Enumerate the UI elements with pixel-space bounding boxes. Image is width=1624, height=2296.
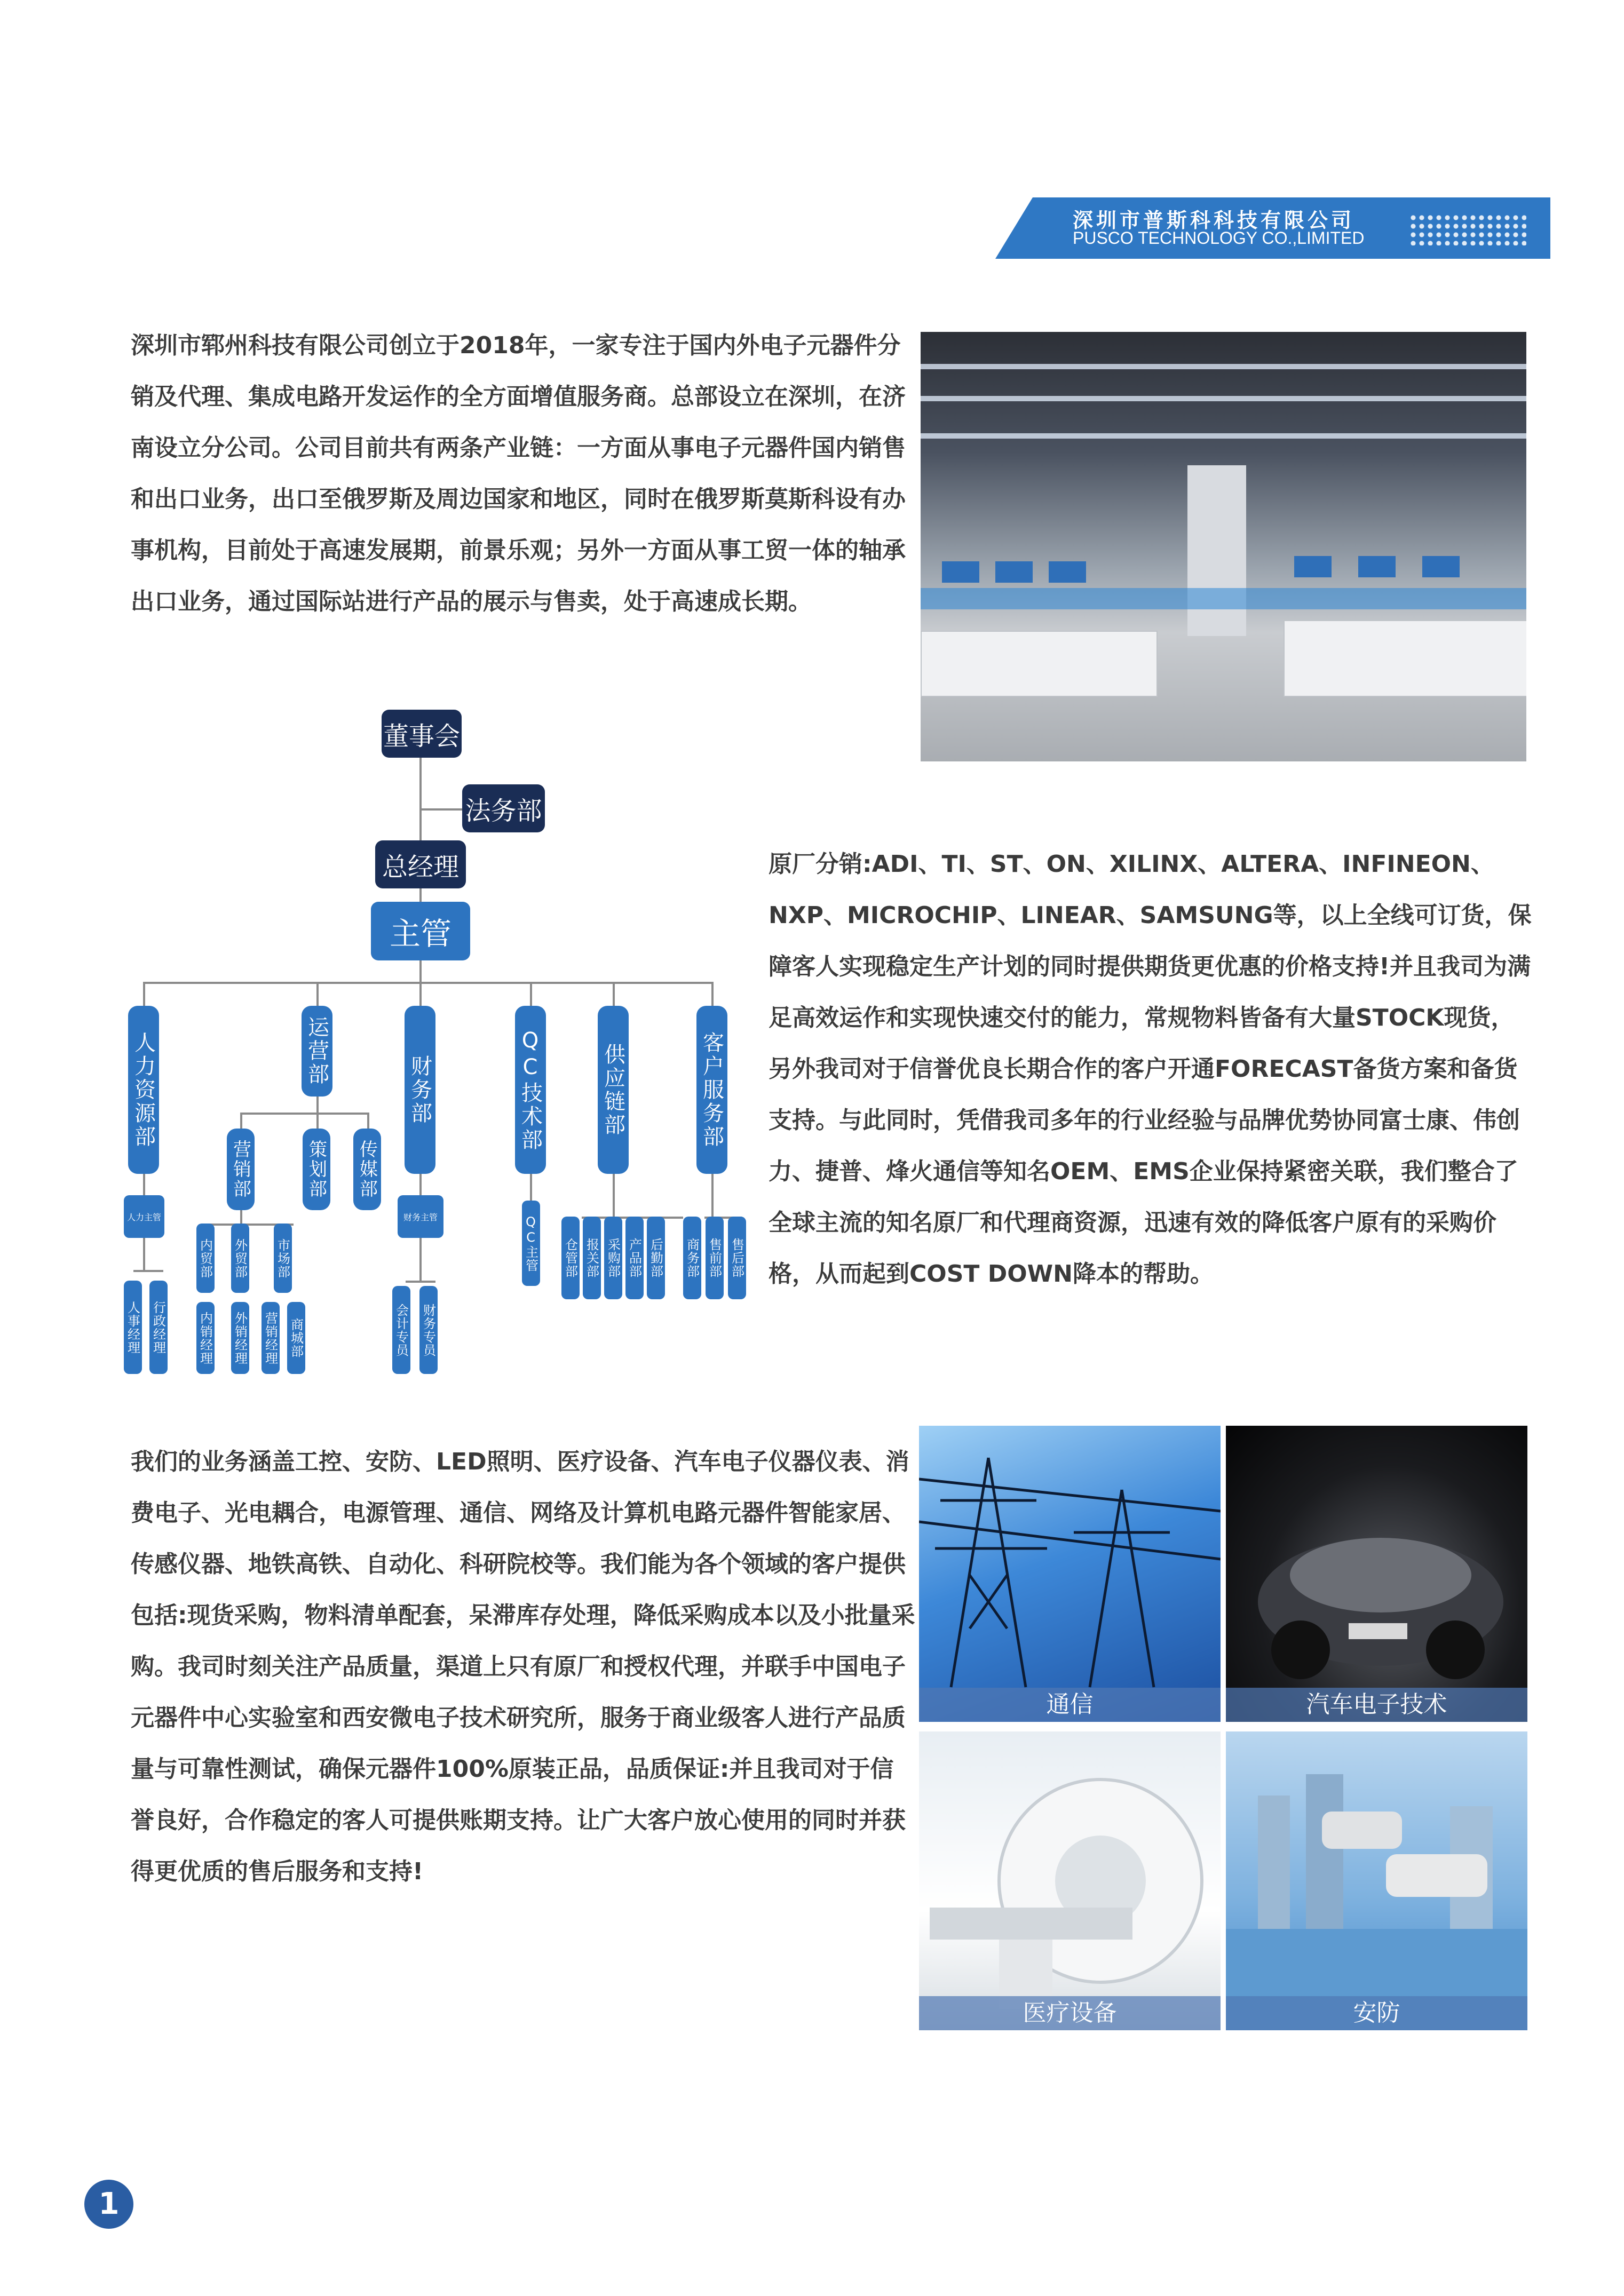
org-customs: 报关部	[583, 1217, 601, 1299]
tile-communications	[919, 1426, 1221, 1722]
page-number: 1	[84, 2180, 133, 2229]
tile-automotive	[1226, 1426, 1527, 1722]
distribution-paragraph: 原厂分销:ADI、TI、ST、ON、XILINX、ALTERA、INFINEON、NXP、MICROCHIP、LINEAR、SAMSUNG等，以上全线可订货，保障客人实现稳定生产计划的同时提供期货更优惠的价格支持!并且我司为满足高效运作和实现快速交付的能力，常规物料皆备有大量STOCK现货，另外我司对于信誉优良长期合作的客户开通FORECAST备货方案和备货支持。与此同时，凭借我司多年的行业经验与品牌优势协同富士康、伟创力、捷普、烽火通信等知名OEM、EMS企业保持紧密关联，我们整合了全球主流的知名原厂和代理商资源，迅速有效的降低客户原有的采购价格，从而起到COST DOWN降本的帮助。	[769, 851, 1532, 1288]
office-photo	[921, 332, 1526, 761]
org-marketing: 营销部	[227, 1129, 255, 1210]
power-tower-icon	[919, 1426, 1221, 1722]
org-marketing-mgr: 营销经理	[262, 1302, 280, 1374]
org-gm: 总经理	[375, 840, 466, 888]
tile-medical	[919, 1731, 1221, 2030]
company-name-en: PUSCO TECHNOLOGY CO.,LIMITED	[1073, 228, 1365, 248]
org-dept-ops: 运营部	[302, 1006, 332, 1097]
org-legal: 法务部	[462, 784, 545, 832]
org-media: 传媒部	[353, 1129, 381, 1210]
org-mall-dept: 商城部	[287, 1302, 305, 1374]
ct-scanner-icon	[919, 1731, 1221, 2030]
org-product: 产品部	[625, 1217, 644, 1299]
org-presales: 售前部	[706, 1217, 724, 1299]
org-domestic-trade: 内贸部	[196, 1224, 215, 1293]
company-name-cn: 深圳市普斯科科技有限公司	[1073, 208, 1355, 232]
org-planning: 策划部	[303, 1129, 330, 1210]
org-finance-specialist: 财务专员	[419, 1286, 438, 1374]
org-domestic-sales-mgr: 内销经理	[196, 1302, 215, 1374]
org-accountant: 会计专员	[392, 1286, 410, 1374]
intro-paragraph: 深圳市郓州科技有限公司创立于2018年，一家专注于国内外电子元器件分销及代理、集成电路开发运作的全方面增值服务商。总部设立在深圳，在济南设立分公司。公司目前共有两条产业链：一方面从事电子元器件国内销售和出口业务，出口至俄罗斯及周边国家和地区，同时在俄罗斯莫斯科设有办事机构，目前处于高速发展期，前景乐观；另外一方面从事工贸一体的轴承出口业务，通过国际站进行产品的展示与售卖，处于高速成长期。	[131, 332, 906, 615]
header-dot-pattern	[1409, 213, 1526, 245]
org-purchasing: 采购部	[604, 1217, 622, 1299]
org-board: 董事会	[382, 710, 462, 758]
org-admin-manager: 行政经理	[149, 1281, 168, 1374]
security-camera-icon	[1226, 1731, 1527, 2030]
org-dept-finance: 财务部	[405, 1006, 435, 1174]
org-dept-cs: 客户服务部	[696, 1006, 727, 1174]
org-foreign-trade: 外贸部	[231, 1224, 249, 1293]
org-finance-head: 财务主管	[398, 1195, 443, 1238]
org-supervisor: 主管	[371, 902, 470, 960]
tile-caption-medical: 医疗设备	[919, 1996, 1221, 2030]
org-market-dept: 市场部	[274, 1224, 292, 1293]
tile-caption-security: 安防	[1226, 1996, 1527, 2030]
org-hr-head: 人力主管	[124, 1195, 164, 1238]
org-qc-head: QC主管	[522, 1201, 540, 1286]
tile-caption-comm: 通信	[919, 1688, 1221, 1722]
org-dept-qc: QC技术部	[515, 1006, 546, 1174]
business-paragraph: 我们的业务涵盖工控、安防、LED照明、医疗设备、汽车电子仪器仪表、消费电子、光电耦合，电源管理、通信、网络及计算机电路元器件智能家居、传感仪器、地铁高铁、自动化、科研院校等。我们能为各个领域的客户提供包括:现货采购，物料清单配套，呆滞库存处理，降低采购成本以及小批量采购。我司时刻关注产品质量，渠道上只有原厂和授权代理，并联手中国电子元器件中心实验室和西安微电子技术研究所，服务于商业级客人进行产品质量与可靠性测试，确保元器件100%原装正品，品质保证:并且我司对于信誉良好，合作稳定的客人可提供账期支持。让广大客户放心使用的同时并获得更优质的售后服务和支持!	[131, 1448, 915, 1885]
org-business: 商务部	[683, 1217, 701, 1299]
org-aftersales: 售后部	[728, 1217, 746, 1299]
org-export-sales-mgr: 外销经理	[231, 1302, 249, 1374]
tile-caption-auto: 汽车电子技术	[1226, 1688, 1527, 1722]
org-warehouse: 仓管部	[561, 1217, 580, 1299]
tile-security	[1226, 1731, 1527, 2030]
org-hr-manager: 人事经理	[124, 1281, 142, 1374]
org-logistics: 后勤部	[647, 1217, 665, 1299]
car-icon	[1226, 1426, 1527, 1722]
org-dept-supply: 供应链部	[598, 1006, 629, 1174]
org-dept-hr: 人力资源部	[128, 1006, 159, 1174]
